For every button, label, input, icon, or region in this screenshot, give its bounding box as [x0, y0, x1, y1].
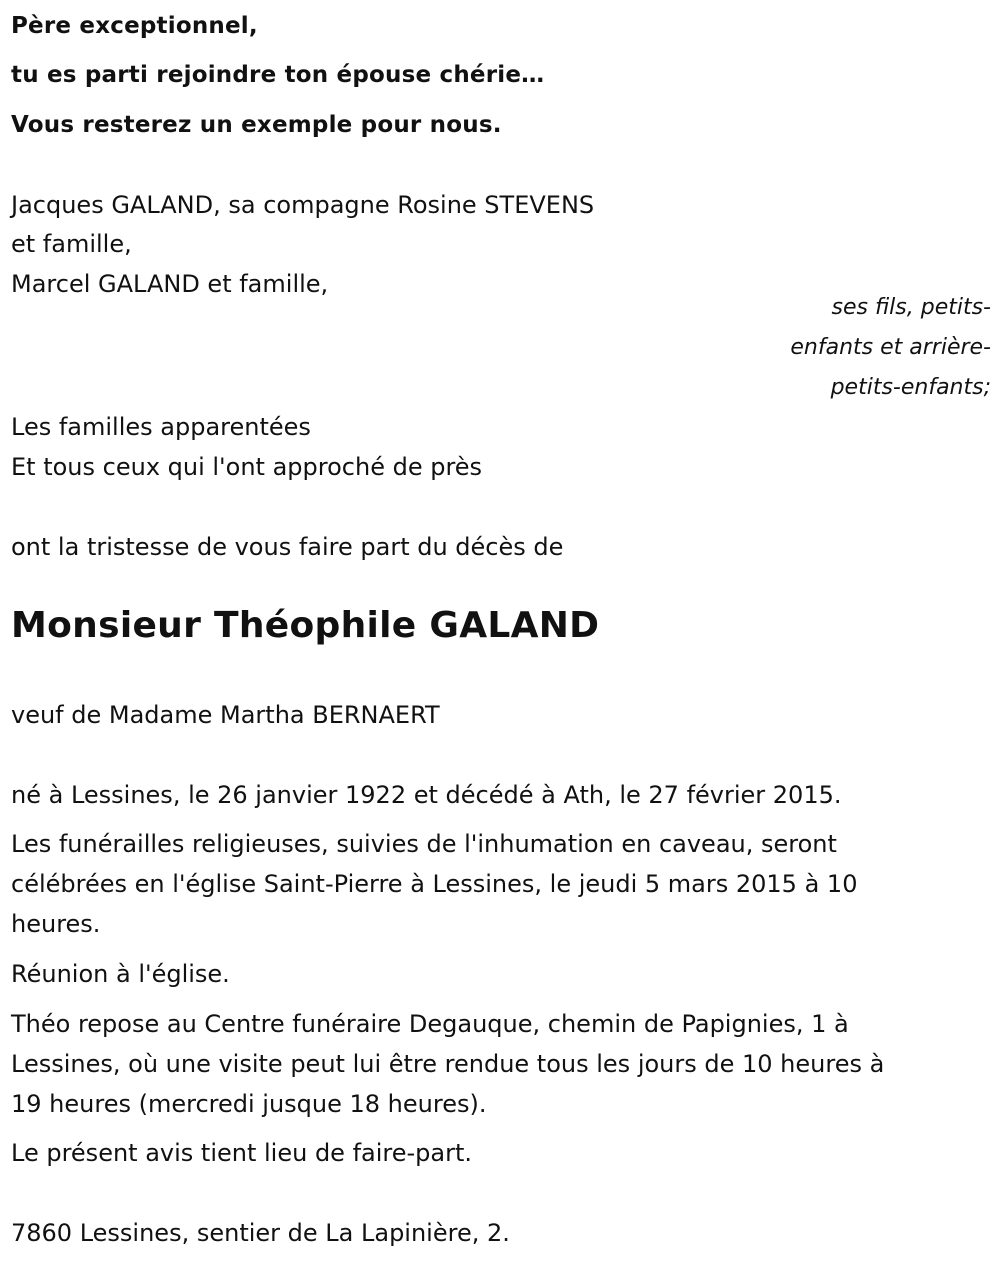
announcement: ont la tristesse de vous faire part du décès de — [11, 533, 564, 561]
visitation-line-3: 19 heures (mercredi jusque 18 heures). — [11, 1090, 487, 1118]
notice-line: Le présent avis tient lieu de faire-part. — [11, 1139, 473, 1167]
intro-line-1: Père exceptionnel, — [11, 13, 258, 39]
deceased-name: Monsieur Théophile GALAND — [11, 605, 600, 646]
others-line-1: Les familles apparentées — [11, 413, 311, 441]
visitation-line-2: Lessines, où une visite peut lui être rendue tous les jours de 10 heures à — [11, 1050, 885, 1078]
address-line: 7860 Lessines, sentier de La Lapinière, 2. — [11, 1219, 510, 1247]
family-line-1: Jacques GALAND, sa compagne Rosine STEVENS — [11, 191, 595, 219]
relation-line-2: enfants et arrière- — [790, 335, 991, 360]
family-line-3: Marcel GALAND et famille, — [11, 270, 329, 298]
funeral-line-3: heures. — [11, 910, 101, 938]
relation-line-1: ses fils, petits- — [831, 295, 991, 320]
others-line-2: Et tous ceux qui l'ont approché de près — [11, 453, 483, 481]
visitation-line-1: Théo repose au Centre funéraire Degauque, chemin de Papignies, 1 à — [11, 1010, 849, 1038]
intro-line-2: tu es parti rejoindre ton épouse chérie… — [11, 62, 545, 88]
birth-death-line: né à Lessines, le 26 janvier 1922 et décédé à Ath, le 27 février 2015. — [11, 781, 842, 809]
intro-line-3: Vous resterez un exemple pour nous. — [11, 112, 502, 138]
relation-line-3: petits-enfants; — [830, 375, 991, 400]
funeral-line-1: Les funérailles religieuses, suivies de l'inhumation en caveau, seront — [11, 830, 837, 858]
meeting-line: Réunion à l'église. — [11, 960, 230, 988]
family-line-2: et famille, — [11, 230, 132, 258]
widower-line: veuf de Madame Martha BERNAERT — [11, 701, 440, 729]
funeral-line-2: célébrées en l'église Saint-Pierre à Lessines, le jeudi 5 mars 2015 à 10 — [11, 870, 858, 898]
